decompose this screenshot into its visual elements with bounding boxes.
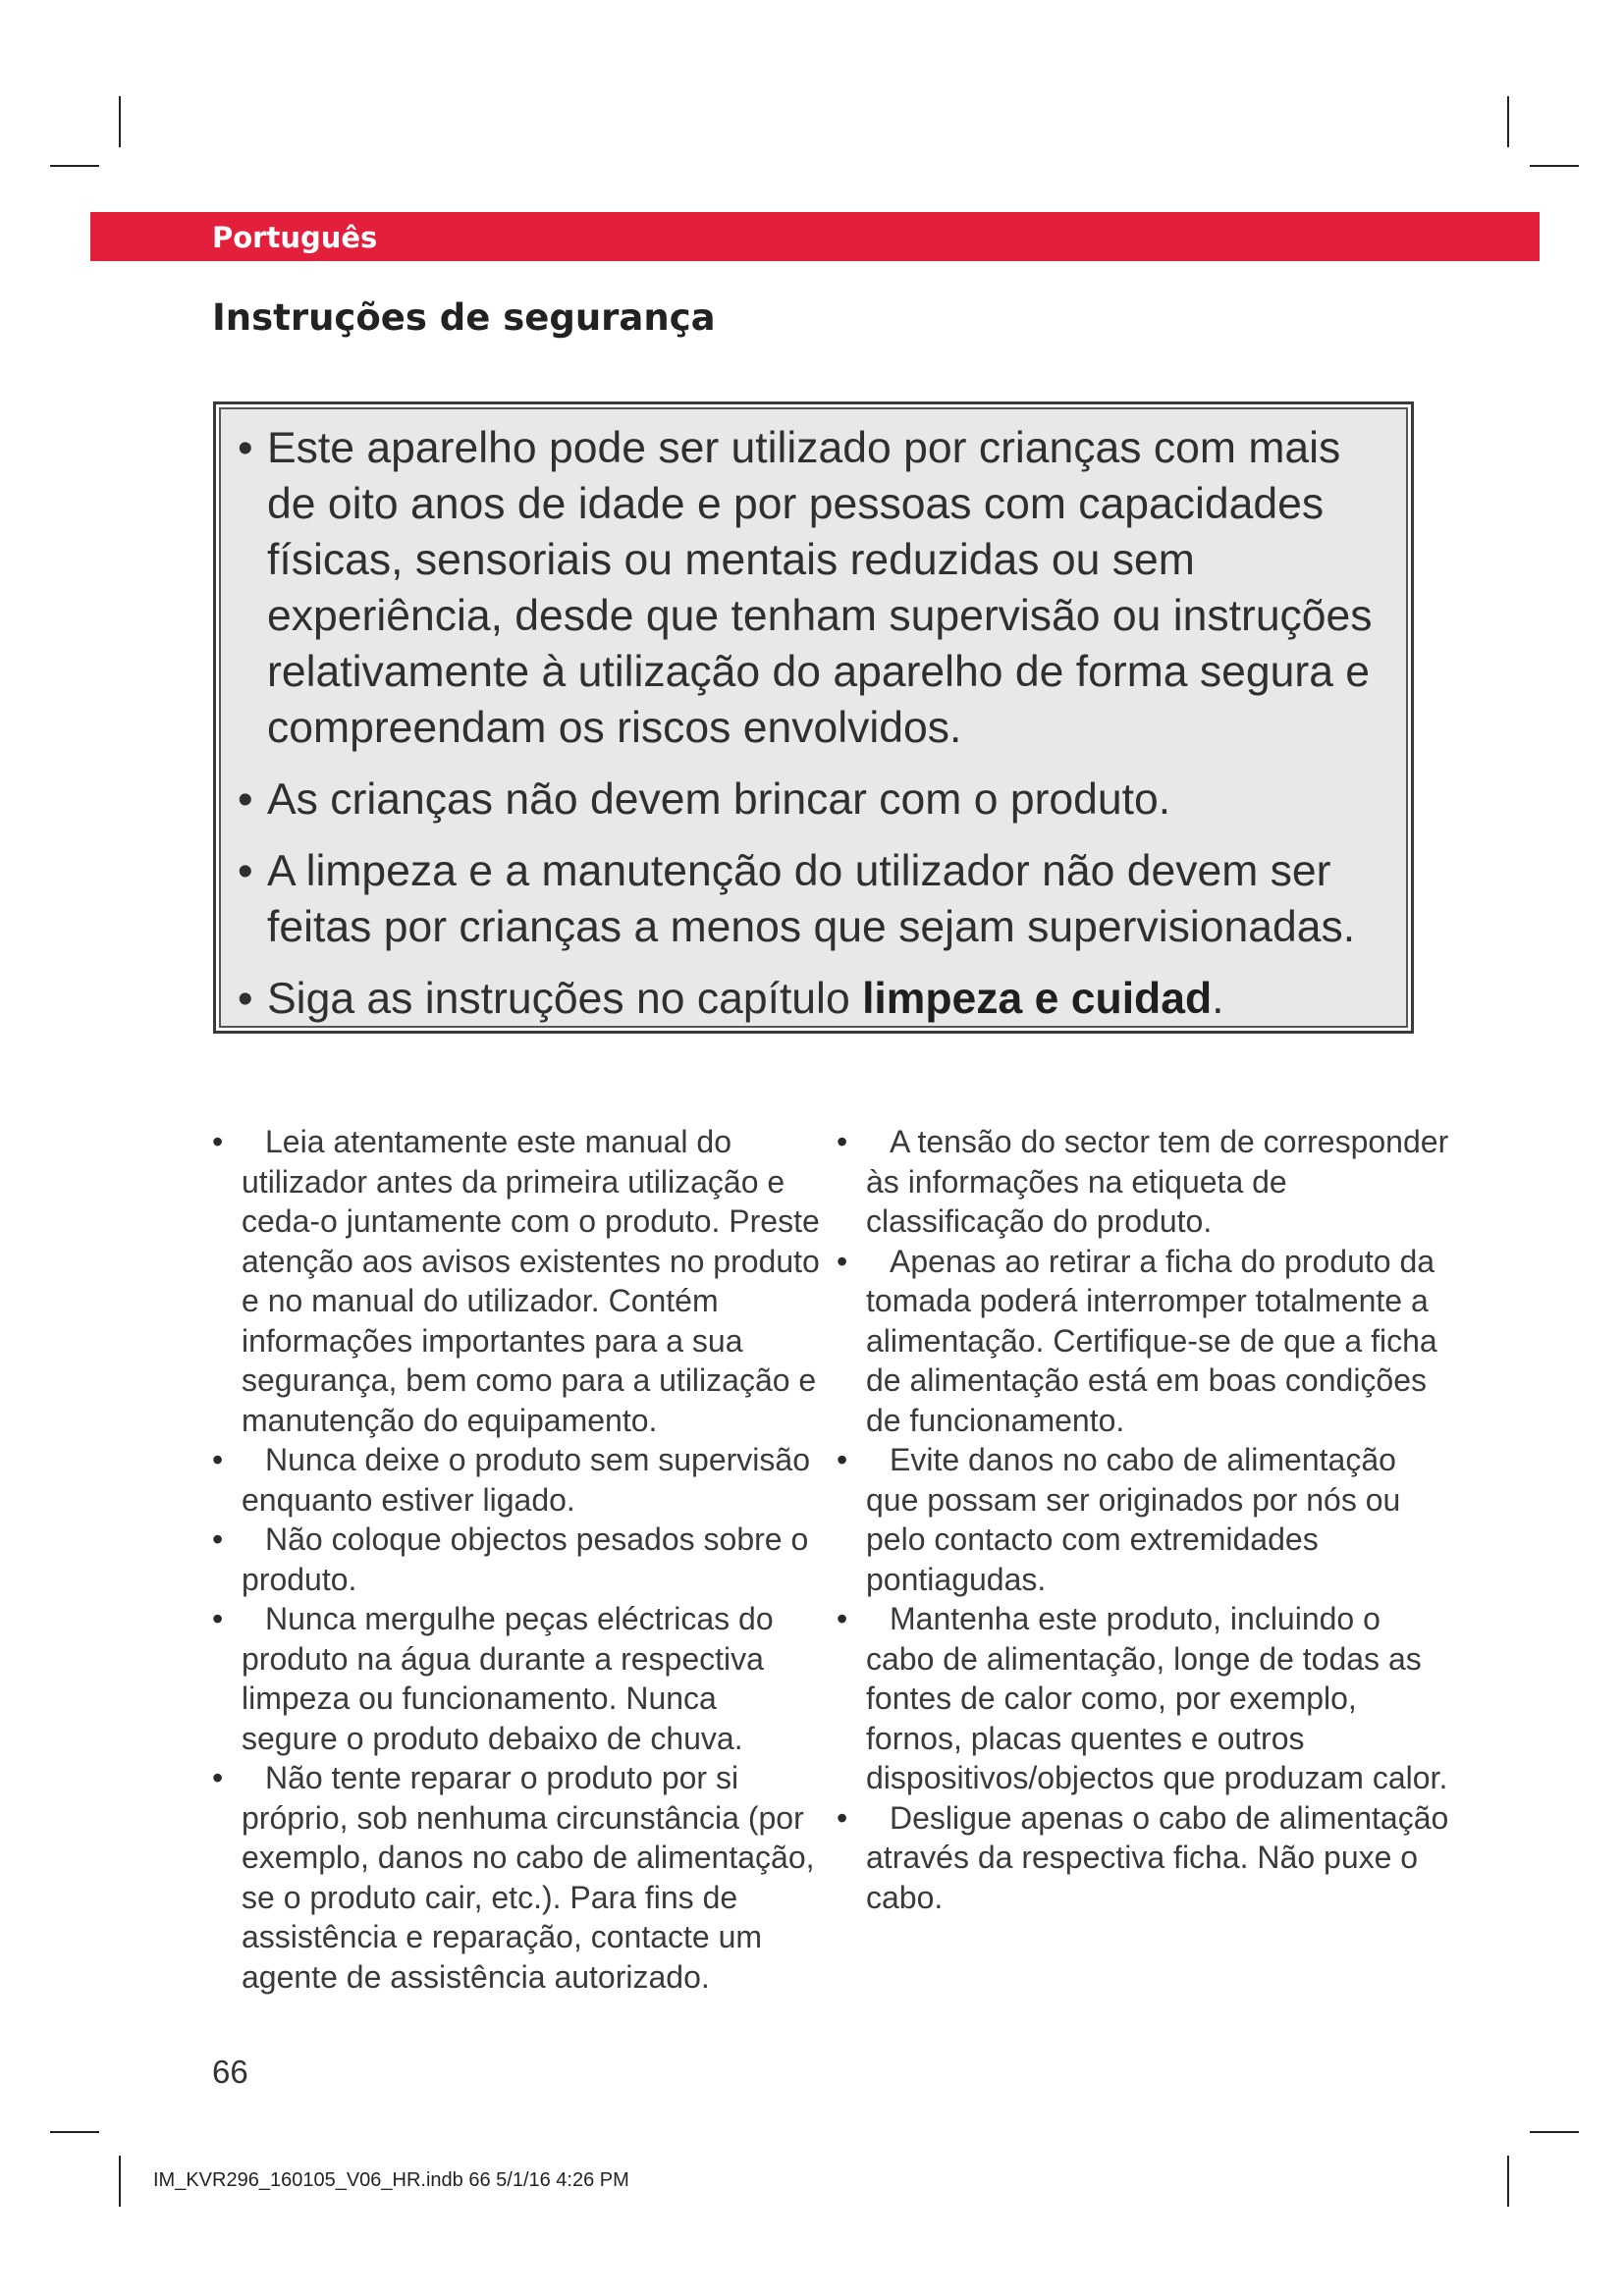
section-title: Instruções de segurança xyxy=(212,296,716,339)
crop-mark-bottom-right-vertical xyxy=(1507,2156,1509,2207)
list-item: • Evite danos no cabo de alimentação que possam ser originados por nós ou pelo contacto com extremidades pontiagudas. xyxy=(837,1440,1455,1599)
list-item: • Leia atentamente este manual do utilizador antes da primeira utilização e ceda-o juntamente com o produto. Preste atenção aos avisos existentes no produto e no manual do utilizador. Contém informações importantes para a sua segurança, bem como para a utilização e manutenção do equipamento. xyxy=(212,1122,821,1440)
warning-item-suffix: . xyxy=(1212,975,1224,1023)
list-item: • Nunca mergulhe peças eléctricas do produto na água durante a respectiva limpeza ou funcionamento. Nunca segure o produto debaixo de chuva. xyxy=(212,1599,821,1758)
left-column xyxy=(212,1122,821,1997)
warning-item: • Este aparelho pode ser utilizado por crianças com mais de oito anos de idade e por pessoas com capacidades físicas, sensoriais ou mentais reduzidas ou sem experiência, desde que tenham supervisão ou instruções relativamente à utilização do aparelho de forma segura e compreendam os riscos envolvidos. xyxy=(238,420,1385,756)
warning-item: • A limpeza e a manutenção do utilizador não devem ser feitas por crianças a menos que sejam supervisionadas. xyxy=(238,843,1385,955)
warning-list xyxy=(238,420,1385,1027)
crop-mark-bottom-right-horizontal xyxy=(1530,2131,1579,2133)
chapter-reference: limpeza e cuidad xyxy=(862,975,1213,1023)
crop-mark-bottom-left-vertical xyxy=(119,2156,121,2207)
warning-item-prefix: Siga as instruções no capítulo xyxy=(267,975,863,1023)
language-label: Português xyxy=(212,221,378,254)
crop-mark-bottom-left-horizontal xyxy=(50,2131,99,2133)
left-safety-list xyxy=(212,1122,821,1997)
list-item: • Apenas ao retirar a ficha do produto da tomada poderá interromper totalmente a alimentação. Certifique-se de que a ficha de alimentação está em boas condições de funcionamento. xyxy=(837,1242,1455,1441)
crop-mark-top-right-vertical xyxy=(1507,96,1509,147)
page-number: 66 xyxy=(212,2054,248,2090)
list-item: • Nunca deixe o produto sem supervisão enquanto estiver ligado. xyxy=(212,1440,821,1520)
list-item: • A tensão do sector tem de corresponder às informações na etiqueta de classificação do produto. xyxy=(837,1122,1455,1242)
crop-mark-top-left-vertical xyxy=(119,96,121,147)
list-item: • Não coloque objectos pesados sobre o produto. xyxy=(212,1520,821,1599)
right-column xyxy=(837,1122,1455,1917)
print-footer: IM_KVR296_160105_V06_HR.indb 66 5/1/16 4:26 PM xyxy=(153,2169,629,2191)
list-item: • Não tente reparar o produto por si próprio, sob nenhuma circunstância (por exemplo, danos no cabo de alimentação, se o produto cair, etc.). Para fins de assistência e reparação, contacte um agente de assistência autorizado. xyxy=(212,1758,821,1997)
right-safety-list xyxy=(837,1122,1455,1917)
crop-mark-top-right-horizontal xyxy=(1530,165,1579,167)
list-item: • Desligue apenas o cabo de alimentação através da respectiva ficha. Não puxe o cabo. xyxy=(837,1798,1455,1918)
list-item: • Mantenha este produto, incluindo o cabo de alimentação, longe de todas as fontes de calor como, por exemplo, fornos, placas quentes e outros dispositivos/objectos que produzam calor. xyxy=(837,1599,1455,1798)
language-header-bar xyxy=(90,212,1540,261)
crop-mark-top-left-horizontal xyxy=(50,165,99,167)
warning-item-cleaning-reference xyxy=(238,971,1385,1027)
warning-box xyxy=(213,401,1414,1034)
warning-item: • As crianças não devem brincar com o produto. xyxy=(238,772,1385,828)
